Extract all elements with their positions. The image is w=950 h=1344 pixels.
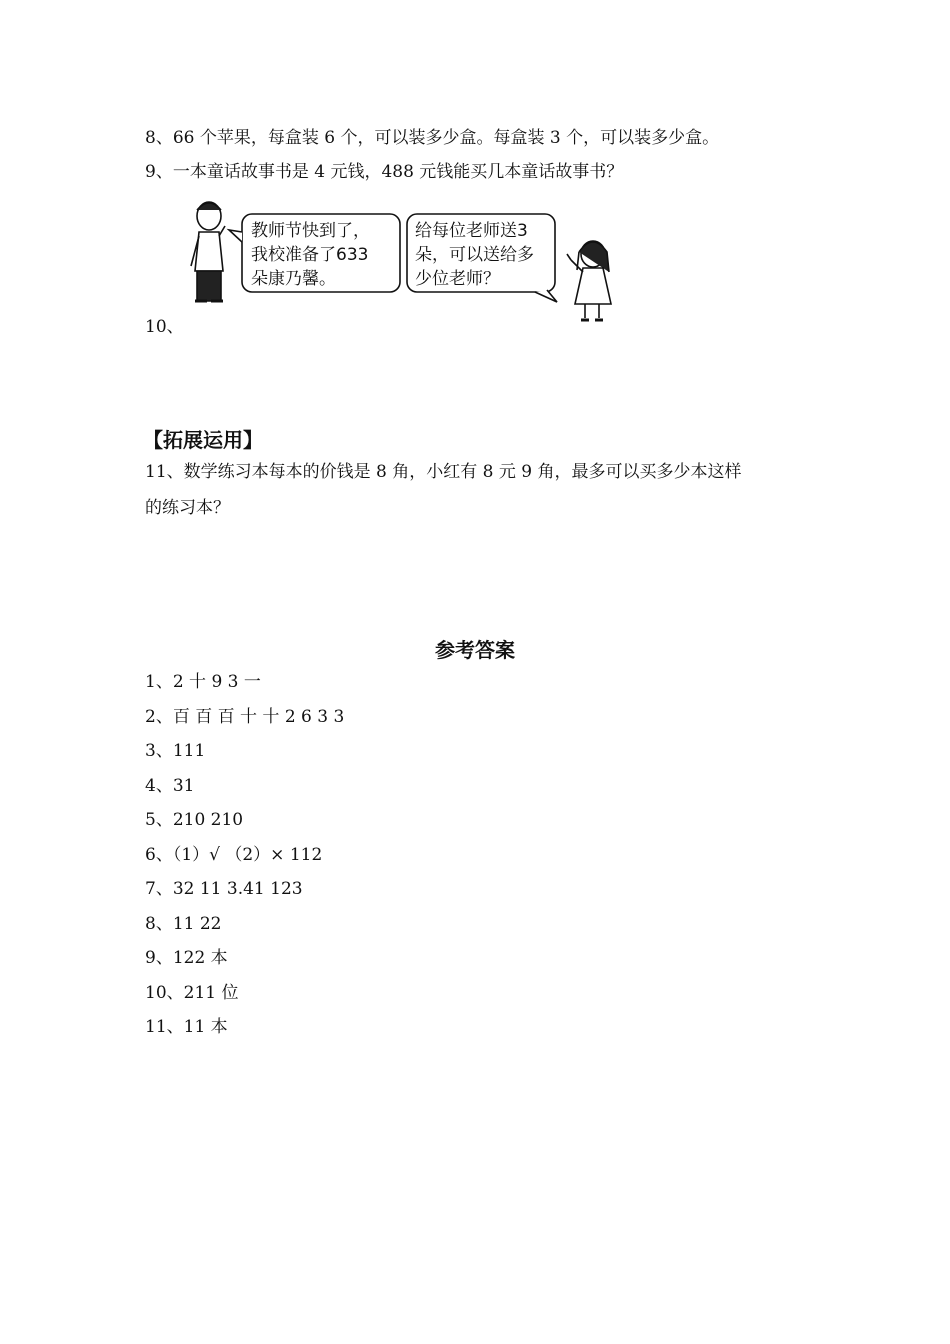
question-9: 9、一本童话故事书是 4 元钱，488 元钱能买几本童话故事书？ — [145, 162, 624, 182]
boy-figure-icon — [191, 202, 225, 301]
question-8: 8、66 个苹果，每盒装 6 个，可以装多少盒。每盒装 3 个，可以装多少盒。 — [145, 128, 720, 148]
girl-speech-bubble — [407, 214, 557, 302]
answer-11: 11、11 本 — [145, 1017, 228, 1037]
question-11-line-2: 的练习本？ — [145, 498, 230, 518]
question-10-illustration — [185, 196, 625, 331]
answer-10: 10、211 位 — [145, 983, 239, 1003]
answer-8: 8、11 22 — [145, 914, 222, 934]
girl-bubble-line-2: 朵，可以送给多 — [415, 245, 534, 265]
answer-6: 6、（1）√ （2）× 112 — [145, 845, 323, 865]
boy-bubble-line-2: 我校准备了633 — [251, 245, 369, 265]
boy-bubble-line-1: 教师节快到了， — [251, 221, 370, 241]
girl-bubble-line-1: 给每位老师送3 — [415, 221, 528, 241]
extension-heading: 【拓展运用】 — [143, 428, 263, 452]
answer-2: 2、百 百 百 十 十 2 6 3 3 — [145, 707, 345, 727]
boy-bubble-line-3: 朵康乃馨。 — [251, 269, 336, 289]
answer-9: 9、122 本 — [145, 948, 228, 968]
answer-1: 1、2 十 9 3 一 — [145, 672, 261, 692]
boy-speech-bubble — [229, 214, 400, 292]
girl-figure-icon — [567, 241, 611, 320]
answer-7: 7、32 11 3.41 123 — [145, 879, 303, 899]
answer-3: 3、111 — [145, 741, 206, 761]
answers-title: 参考答案 — [435, 638, 515, 662]
question-10: 10、 — [145, 317, 184, 337]
girl-bubble-line-3: 少位老师？ — [415, 269, 500, 289]
answer-5: 5、210 210 — [145, 810, 244, 830]
question-11-line-1: 11、数学练习本每本的价钱是 8 角，小红有 8 元 9 角，最多可以买多少本这样 — [145, 462, 742, 482]
answer-4: 4、31 — [145, 776, 195, 796]
